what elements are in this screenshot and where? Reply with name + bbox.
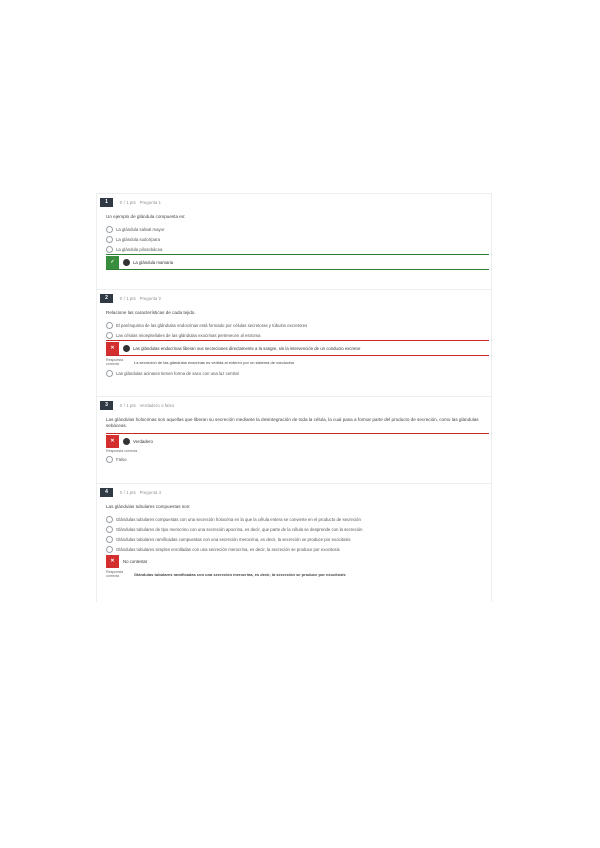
radio-icon[interactable] [106,226,113,233]
selected-answer-row [106,340,489,356]
question-text: Las glándulas tubulares compuestas son: [106,504,191,509]
question-number: 3 [100,401,113,410]
question-header [97,290,491,306]
selected-answer: Verdadero [133,438,153,444]
radio-selected-icon [123,438,130,445]
selected-answer-row [106,554,489,568]
correct-answer-label: Respuesta correcta [106,570,124,578]
question-points: 0 / 1 pts Pregunta 4 [120,489,162,495]
correct-answer-text: La secreción de las glándulas exocrinas es vertida al exterior por un sistema de conductos [134,359,295,365]
option[interactable]: Glándulas tubulares ramificadas compuestas con una secreción merocrina, es decir, la secreción se produce por exocitosis [106,534,491,544]
option[interactable]: El parénquima de las glándulas endocrinas está formado por células secretoras y túbulos excretores [106,320,491,330]
selected-answer: No contestar [123,558,148,564]
option[interactable]: La glándula sudorípara [106,234,491,244]
option[interactable]: Falso [106,454,491,464]
correct-answer-label: Respuesta correcta [106,449,138,453]
selected-answer: Las glándulas endocrinas liberan sus secreciones directamente a la sangre, sin la intervención de un conducto excretor [133,345,361,351]
question-points: 0 / 1 pts Pregunta 1 [120,199,162,205]
radio-icon[interactable] [106,536,113,543]
radio-icon[interactable] [106,456,113,463]
option[interactable]: Las glándulas acinares tienen forma de saco con una luz central [106,368,491,378]
question-2 [96,289,492,396]
option[interactable]: Glándulas tubulares de tipo merocrino con una secreción apocrina, es decir, que parte de la célula se desprende con la secreción [106,524,491,534]
option[interactable]: La glándula salival mayor [106,224,491,234]
radio-icon[interactable] [106,516,113,523]
radio-icon[interactable] [106,546,113,553]
radio-selected-icon [123,345,130,352]
radio-icon[interactable] [106,236,113,243]
question-1 [96,193,492,289]
correct-answer-text: Glándulas tubulares ramificadas con una secreción merocrina, es decir, la secreción se produce por exocitosis [134,571,346,577]
question-text: Relacione las características de cada tejido. [106,310,196,315]
question-header [97,484,491,500]
option[interactable]: Las células mioepiteliales de las glándulas exocrinas pertenecen al estroma [106,330,491,340]
question-number: 1 [100,198,113,207]
option[interactable]: La glándula pilosebácea [106,244,491,254]
radio-icon[interactable] [106,526,113,533]
question-points: 0 / 1 pts Pregunta 2 [120,295,162,301]
question-points: 0 / 1 pts Verdadero o falso [120,402,175,408]
selected-answer-row [106,254,489,270]
option[interactable]: Glándulas tubulares compuestas con una secreción holocrina en la que la célula entera se convierte en el producto de secreción [106,514,491,524]
quiz-results [96,193,492,602]
correct-answer-hint [106,356,491,368]
question-text: Un ejemplo de glándula compuesta es: [106,214,186,219]
cross-icon: ✕ [106,435,119,448]
question-number: 2 [100,294,113,303]
radio-icon[interactable] [106,332,113,339]
radio-icon[interactable] [106,370,113,377]
radio-selected-icon [123,259,130,266]
question-header [97,397,491,413]
selected-answer-row [106,433,489,448]
selected-answer: La glándula mamaria [133,259,174,265]
question-text: Las glándulas holocrinas son aquellas que liberan su secreción mediante la desintegración de toda la célula, la cual pasa a formar parte del producto de secreción, como las glándulas sebáceas. [106,417,479,428]
question-number: 4 [100,488,113,497]
question-header [97,194,491,210]
correct-answer-hint [106,568,491,580]
cross-icon: ✕ [106,555,119,568]
option[interactable]: Glándulas tubulares simples enrolladas con una secreción merocrina, es decir, la secreción se produce por exocitosis [106,544,491,554]
question-4 [96,483,492,602]
radio-icon[interactable] [106,246,113,253]
radio-icon[interactable] [106,322,113,329]
check-icon: ✓ [106,256,119,269]
correct-answer-label: Respuesta correcta [106,358,124,366]
question-3 [96,396,492,483]
cross-icon: ✕ [106,342,119,355]
